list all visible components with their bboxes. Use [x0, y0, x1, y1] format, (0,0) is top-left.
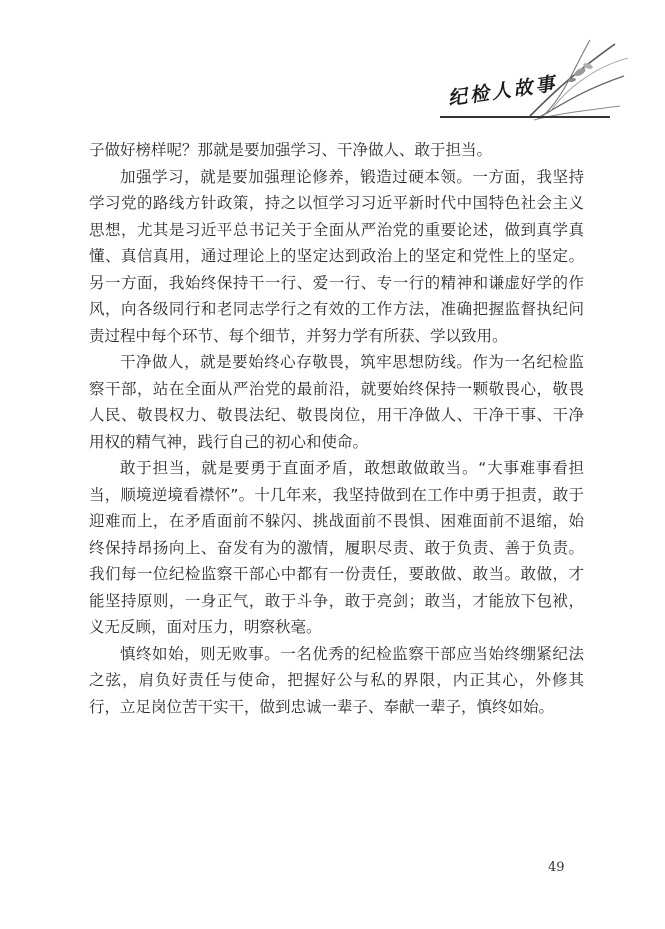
paragraph: 敢于担当，就是要勇于直面矛盾，敢想敢做敢当。“大事难事看担当，顺境逆境看襟怀”。十几年来，我坚持做到在工作中勇于担责，敢于迎难而上，在矛盾面前不躲闪、挑战面前不畏惧、困难面前不退缩，始终保持昂扬向上、奋发有为的激情，履职尽责、敢于负责、善于负责。我们每一位纪检监察干部心中都有一份责任，要敢做、敢当。敢做，才能坚持原则，一身正气，敢于斗争，敢于亮剑；敢当，才能放下包袱，义无反顾，面对压力，明察秋毫。 — [89, 459, 584, 636]
paragraph: 加强学习，就是要加强理论修养，锻造过硬本领。一方面，我坚持学习党的路线方针政策，持之以恒学习习近平新时代中国特色社会主义思想，尤其是习近平总书记关于全面从严治党的重要论述，做到真学真懂、真信真用，通过理论上的坚定达到政治上的坚定和党性上的坚定。另一方面，我始终保持干一行、爱一行、专一行的精神和谦虚好学的作风，向各级同行和老同志学行之有效的工作方法，准确把握监督执纪问责过程中每个环节、每个细节，并努力学有所获、学以致用。 — [89, 167, 584, 345]
paragraph: 子做好榜样呢？那就是要加强学习、干净做人、敢于担当。 — [89, 141, 493, 159]
page-header — [0, 0, 665, 130]
paragraph: 干净做人，就是要始终心存敬畏，筑牢思想防线。作为一名纪检监察干部，站在全面从严治党的最前沿，就要始终保持一颗敬畏心，敬畏人民、敬畏权力、敬畏法纪、敬畏岗位，用干净做人、干净干事、干净用权的精气神，践行自己的初心和使命。 — [89, 353, 584, 451]
section-title: 纪检人故事 — [446, 72, 559, 110]
body-text — [89, 137, 584, 720]
page-number: 49 — [548, 860, 565, 875]
header-divider — [440, 116, 610, 118]
paragraph: 慎终如始，则无败事。一名优秀的纪检监察干部应当始终绷紧纪法之弦，肩负好责任与使命，把握好公与私的界限，内正其心，外修其行，立足岗位苦干实干，做到忠诚一辈子、奉献一辈子，慎终如始。 — [89, 644, 584, 716]
